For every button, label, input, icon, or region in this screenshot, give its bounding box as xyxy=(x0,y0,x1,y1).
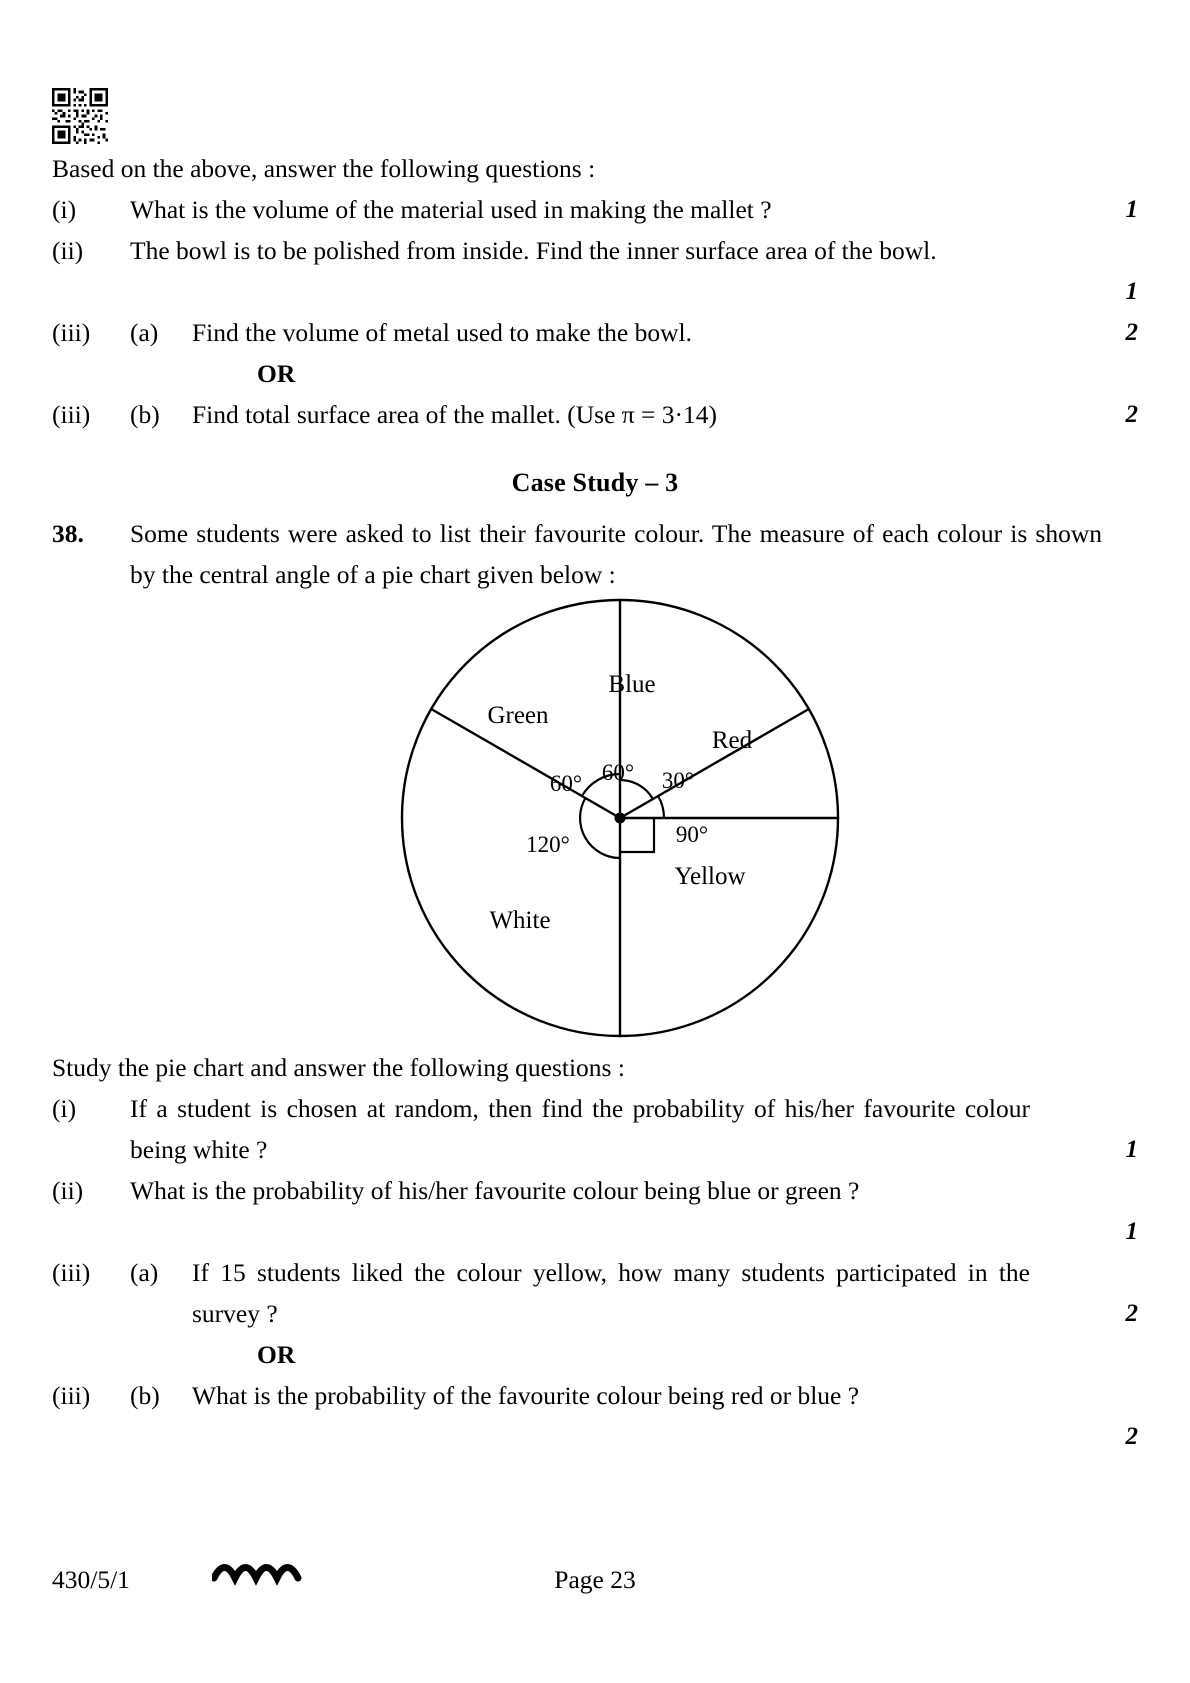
question-38-row xyxy=(52,513,1138,595)
question-row xyxy=(52,189,1138,230)
question-row xyxy=(52,1375,1138,1450)
question-row xyxy=(52,312,1138,353)
item-text: What is the probability of the favourite colour being red or blue ? xyxy=(192,1381,860,1410)
item-text: Find the volume of metal used to make the bowl. xyxy=(192,318,692,347)
item-marks: 1 xyxy=(1125,1136,1138,1163)
pie-questions-intro: Study the pie chart and answer the following questions : xyxy=(52,1053,625,1082)
page-number: Page 23 xyxy=(554,1565,636,1594)
item-text: If a student is chosen at random, then find the probability of his/her favourite colour being white ? xyxy=(130,1094,1030,1164)
paper-code: 430/5/1 xyxy=(52,1565,130,1594)
item-marks: 1 xyxy=(1125,278,1138,305)
pie-slice-label-white: White xyxy=(489,907,551,934)
item-marks: 2 xyxy=(1125,401,1138,428)
page-footer xyxy=(52,1560,1138,1600)
item-number: (iii) xyxy=(52,1258,91,1287)
angle-label-60-green: 60° xyxy=(549,771,583,796)
angle-arc-30 xyxy=(658,796,664,818)
item-number: (iii) xyxy=(52,400,91,429)
question-row xyxy=(52,1088,1138,1170)
question-number: 38. xyxy=(52,519,84,548)
angle-label-60-blue: 60° xyxy=(601,760,635,785)
angle-label-90-yellow: 90° xyxy=(675,822,709,847)
question-row xyxy=(52,1170,1138,1245)
item-number: (i) xyxy=(52,195,77,224)
pie-slice-label-green: Green xyxy=(487,702,549,729)
right-angle-marker xyxy=(620,818,654,852)
pie-slice-label-yellow: Yellow xyxy=(674,863,746,890)
item-marks: 1 xyxy=(1125,1218,1138,1245)
item-sublabel: (a) xyxy=(130,318,159,347)
item-marks: 1 xyxy=(1125,196,1138,223)
question-row xyxy=(52,394,1138,435)
angle-label-120-white: 120° xyxy=(526,832,570,857)
item-text: What is the probability of his/her favourite colour being blue or green ? xyxy=(130,1176,860,1205)
question-row xyxy=(52,1252,1138,1334)
item-marks: 2 xyxy=(1125,1300,1138,1327)
or-separator: OR xyxy=(257,1340,296,1369)
pie-slice-label-blue: Blue xyxy=(608,671,656,698)
item-sublabel: (a) xyxy=(130,1258,159,1287)
question-row xyxy=(52,230,1138,305)
item-number: (i) xyxy=(52,1094,77,1123)
item-number: (iii) xyxy=(52,1381,91,1410)
question-38-stem: Some students were asked to list their favourite colour. The measure of each colour is shown by the central angle of a pie chart given below : xyxy=(130,519,1102,589)
qr-code-icon xyxy=(52,88,108,144)
item-marks: 2 xyxy=(1125,1423,1138,1450)
item-sublabel: (b) xyxy=(130,1381,160,1410)
pie-chart-figure xyxy=(370,588,840,1058)
pie-slice-label-red: Red xyxy=(711,727,753,754)
item-number: (ii) xyxy=(52,1176,84,1205)
pie-radius-30deg xyxy=(620,709,809,818)
item-text: Find total surface area of the mallet. (Use π = 3·14) xyxy=(192,400,718,429)
case-study-heading: Case Study – 3 xyxy=(511,468,679,497)
item-number: (ii) xyxy=(52,236,84,265)
item-number: (iii) xyxy=(52,318,91,347)
item-text: What is the volume of the material used in making the mallet ? xyxy=(130,195,772,224)
item-text: The bowl is to be polished from inside. Find the inner surface area of the bowl. xyxy=(130,236,937,265)
or-separator: OR xyxy=(257,359,296,388)
section-a-intro: Based on the above, answer the following questions : xyxy=(52,154,596,183)
item-marks: 2 xyxy=(1125,319,1138,346)
pie-center-point xyxy=(615,813,626,824)
item-sublabel: (b) xyxy=(130,400,160,429)
angle-label-30-red: 30° xyxy=(661,768,695,793)
item-text: If 15 students liked the colour yellow, how many students participated in the survey ? xyxy=(192,1258,1030,1328)
